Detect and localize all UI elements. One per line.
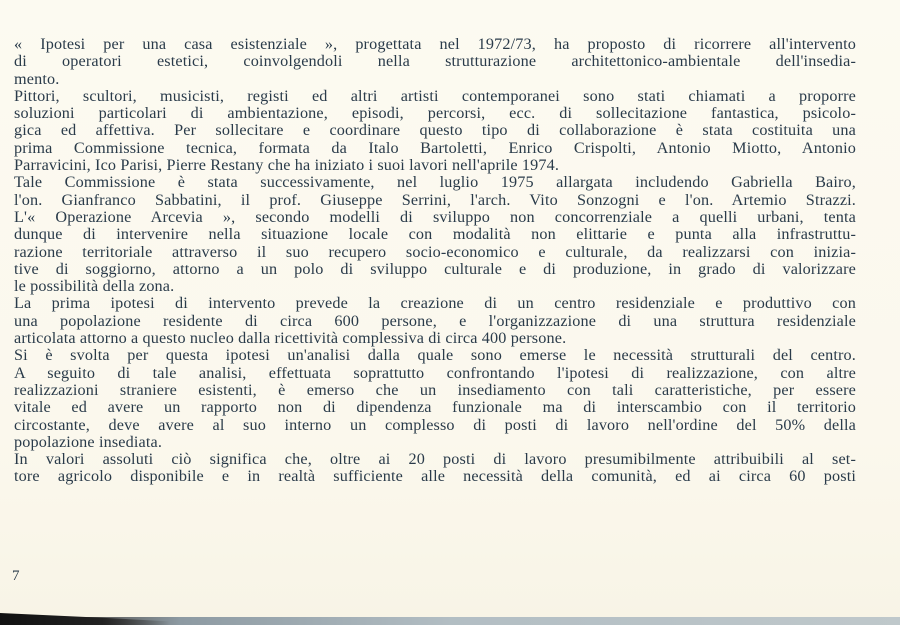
text-line: una popolazione residente di circa 600 persone, e l'organizzazione di una struttura residenziale xyxy=(14,311,856,330)
text-line: tive di soggiorno, attorno a un polo di sviluppo culturale e di produzione, in grado di valorizzare xyxy=(14,259,856,278)
text-line: prima Commissione tecnica, formata da Italo Bartoletti, Enrico Crispolti, Antonio Miotto, Antonio xyxy=(14,138,856,157)
text-line: A seguito di tale analisi, effettuata soprattutto confrontando l'ipotesi di realizzazione, con altre xyxy=(14,363,856,382)
text-line: l'on. Gianfranco Sabbatini, il prof. Giuseppe Serrini, l'arch. Vito Sonzogni e l'on. Artemio Strazzi. xyxy=(14,190,856,209)
text-line: le possibilità della zona. xyxy=(14,277,175,296)
text-line: Tale Commissione è stata successivamente, nel luglio 1975 allargata includendo Gabriella Bairo, xyxy=(14,173,856,192)
text-line: In valori assoluti ciò significa che, oltre ai 20 posti di lavoro presumibilmente attribuibili al set- xyxy=(14,450,856,469)
text-line: mento. xyxy=(14,69,60,88)
text-line: Pittori, scultori, musicisti, registi ed altri artisti contemporanei sono stati chiamati a proporre xyxy=(14,86,856,105)
text-line: L'« Operazione Arcevia », secondo modelli di sviluppo non concorrenziale a quelli urbani, tenta xyxy=(14,207,856,226)
text-line: popolazione insediata. xyxy=(14,432,163,451)
text-line: Si è svolta per questa ipotesi un'analisi dalla quale sono emerse le necessità strutturali del centro. xyxy=(14,346,856,365)
body-text xyxy=(14,36,856,486)
text-line: « Ipotesi per una casa esistenziale », progettata nel 1972/73, ha proposto di ricorrere all'intervento xyxy=(14,35,856,53)
text-line: tore agricolo disponibile e in realtà sufficiente alle necessità della comunità, ed ai circa 60 posti xyxy=(14,467,856,486)
text-line: gica ed affettiva. Per sollecitare e coordinare questo tipo di collaborazione è stata costituita una xyxy=(14,121,856,140)
text-line: Parravicini, Ico Parisi, Pierre Restany che ha iniziato i suoi lavori nell'aprile 1974. xyxy=(14,156,560,175)
text-line: La prima ipotesi di intervento prevede la creazione di un centro residenziale e produttivo con xyxy=(14,294,856,313)
text-line: dunque di intervenire nella situazione locale con modalità non elittarie e punta alla infrastruttu- xyxy=(14,225,856,244)
text-line: articolata attorno a questo nucleo dalla ricettività complessiva di circa 400 persone. xyxy=(14,329,567,348)
text-line: soluzioni particolari di ambientazione, episodi, percorsi, ecc. di sollecitazione fantastica, psicolo- xyxy=(14,104,856,123)
text-line: di operatori estetici, coinvolgendoli nella strutturazione architettonico-ambientale dell'insedia- xyxy=(14,52,856,71)
text-line: circostante, deve avere al suo interno un complesso di posti di lavoro nell'ordine del 50% della xyxy=(14,415,856,434)
page-number: 7 xyxy=(12,568,20,584)
text-line: realizzazioni straniere esistenti, è emerso che un insediamento con tali caratteristiche, per essere xyxy=(14,380,856,399)
text-line: razione territoriale attraverso il suo recupero socio-economico e culturale, da realizzarsi con inizia- xyxy=(14,242,856,261)
text-line: vitale ed avere un rapporto non di dipendenza funzionale ma di interscambio con il territorio xyxy=(14,398,856,417)
